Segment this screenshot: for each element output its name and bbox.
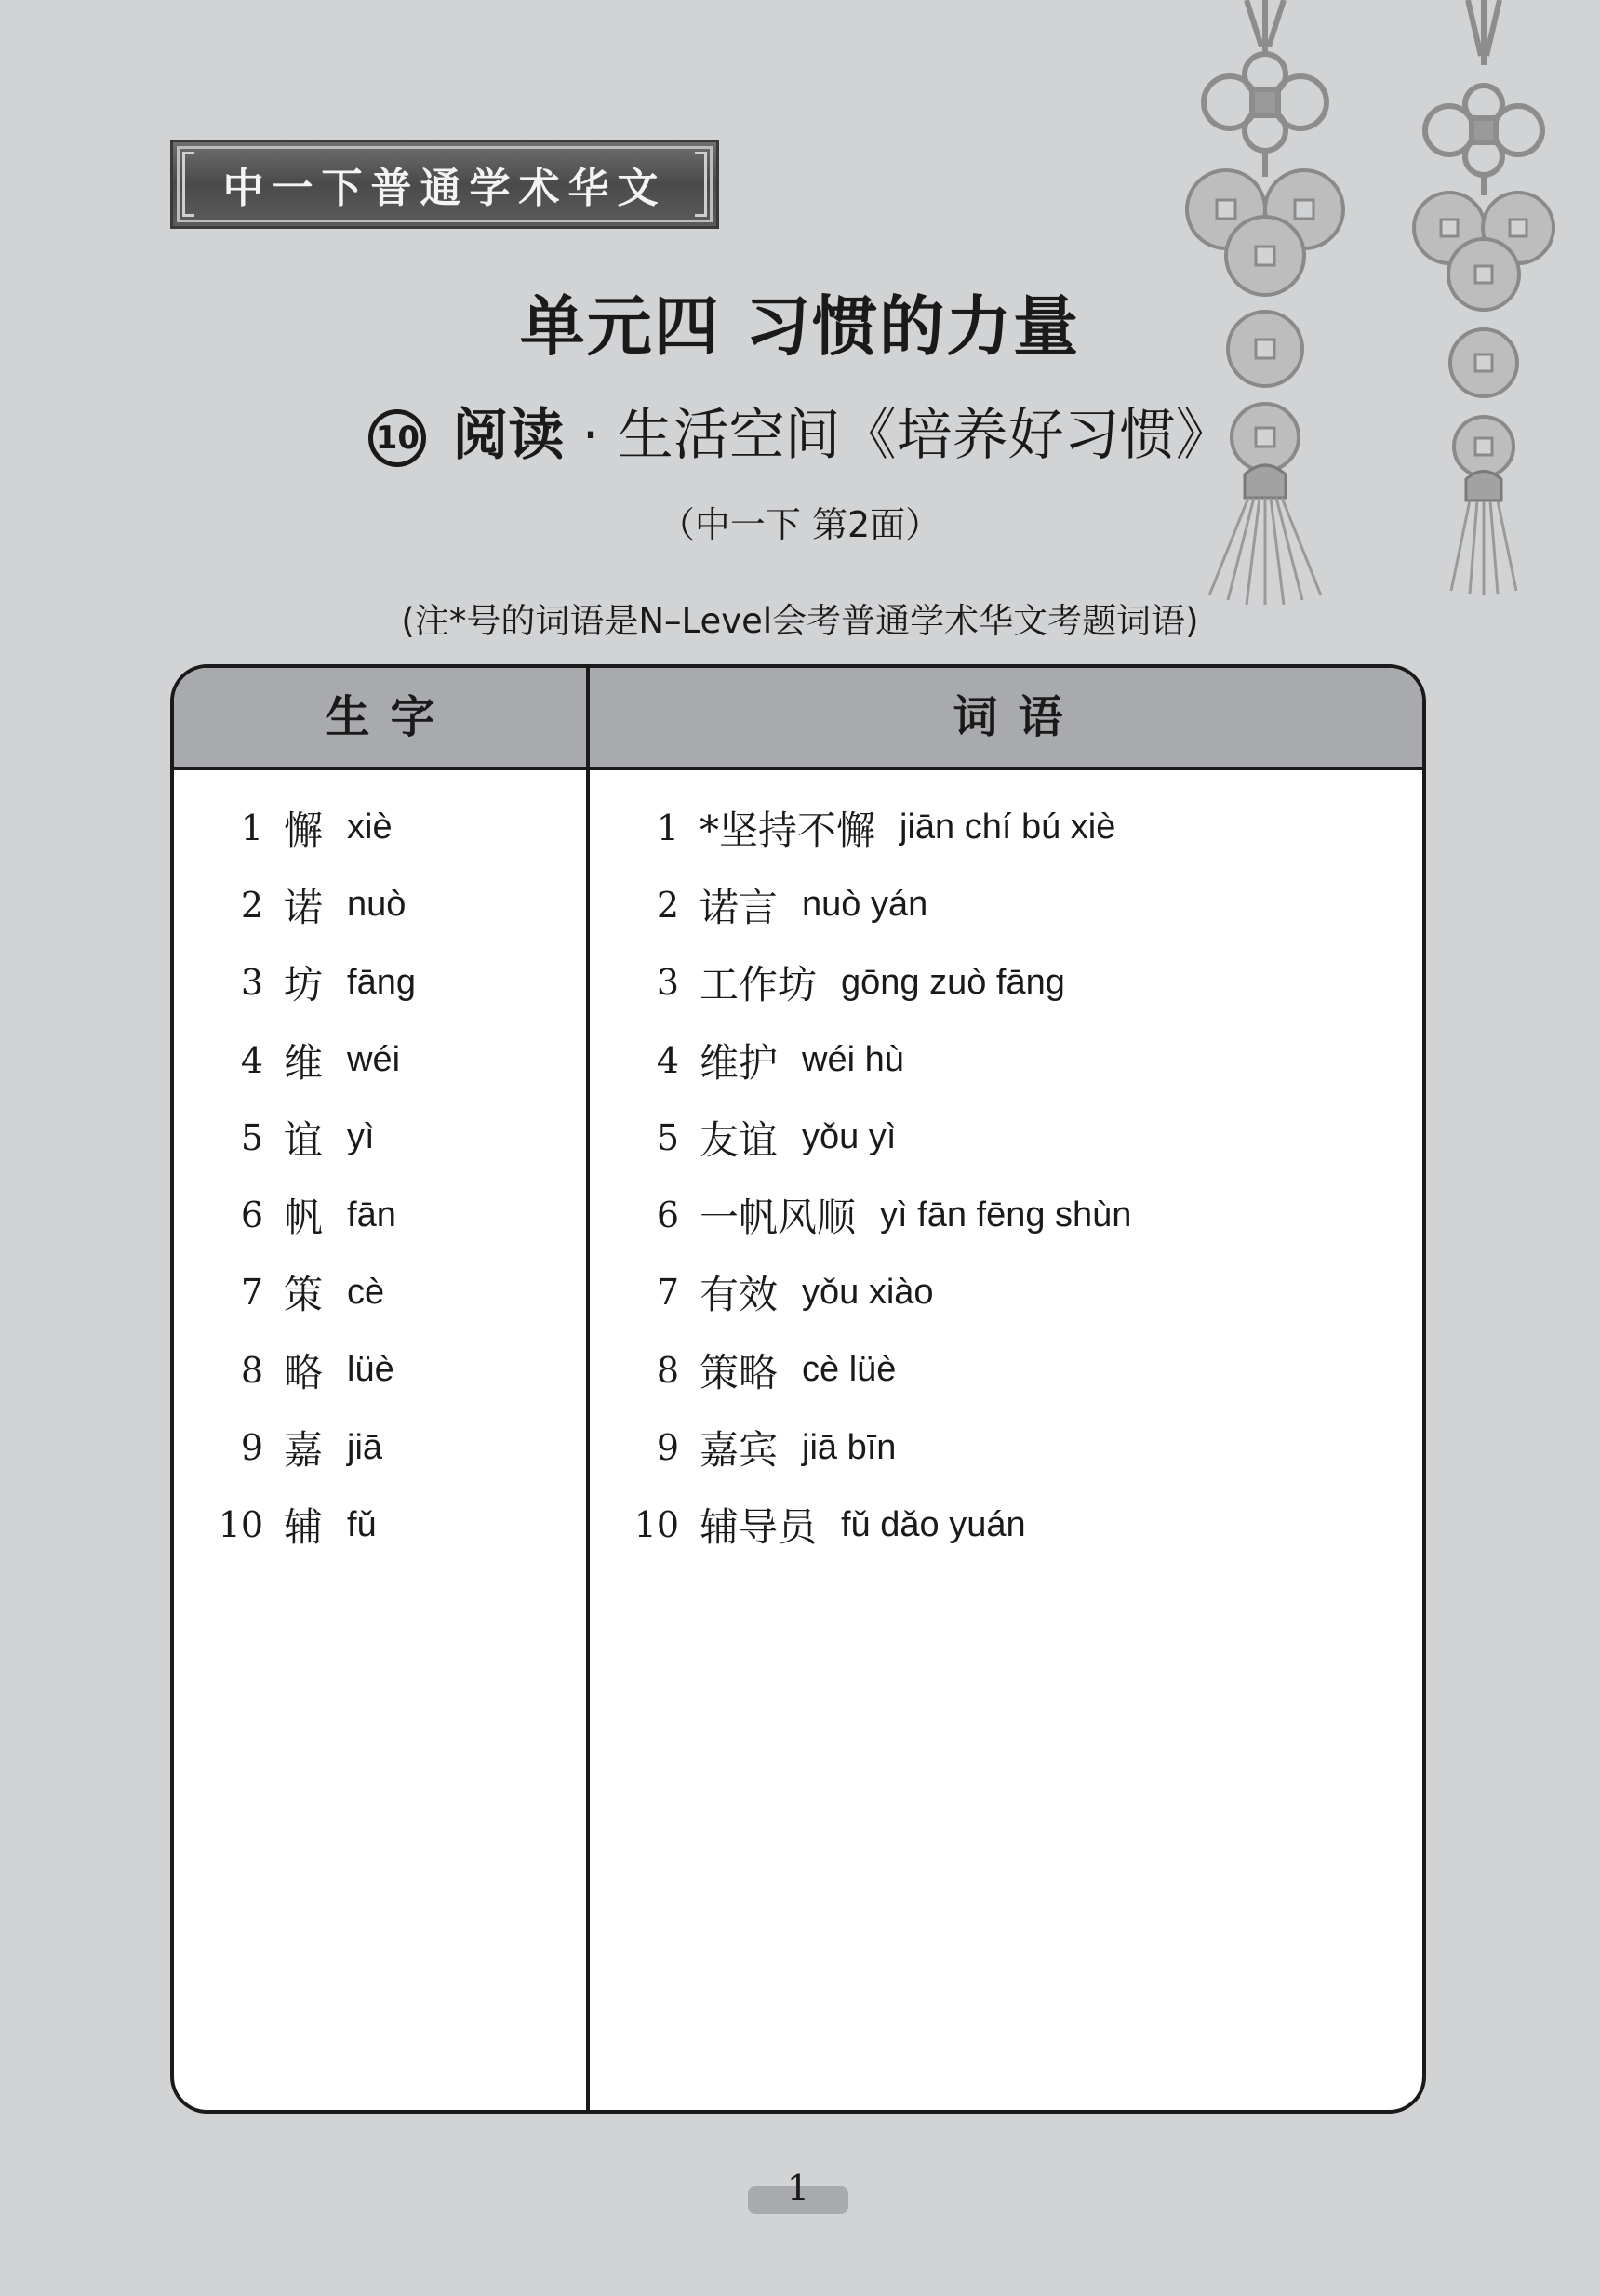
word-row	[590, 1254, 1426, 1331]
row-number: 2	[656, 884, 679, 926]
header-words: 词语	[953, 691, 1084, 743]
pinyin-text: wéi	[347, 1040, 401, 1080]
pinyin-text: fǔ dǎo yuán	[841, 1504, 1026, 1544]
row-number: 2	[240, 884, 263, 926]
hanzi-text: 嘉	[284, 1427, 324, 1474]
character-row	[174, 1331, 586, 1408]
lesson-title	[0, 391, 1600, 471]
hanzi-text: 懈	[284, 807, 324, 853]
character-row	[174, 1408, 586, 1486]
character-row	[174, 1254, 586, 1331]
character-row	[174, 789, 586, 866]
characters-column	[174, 789, 586, 1564]
row-number: 8	[656, 1349, 679, 1391]
pinyin-text: cè	[347, 1272, 385, 1312]
row-number: 5	[240, 1116, 263, 1158]
header-characters: 生字	[325, 691, 456, 743]
pinyin-text: yǒu xiào	[802, 1272, 934, 1312]
hanzi-text: 维	[284, 1039, 324, 1086]
row-number: 1	[240, 807, 263, 848]
word-row	[590, 866, 1426, 943]
character-row	[174, 944, 586, 1021]
vocabulary-table	[170, 664, 1426, 2114]
word-row	[590, 1408, 1426, 1486]
series-banner	[170, 140, 719, 229]
row-number: 6	[656, 1195, 679, 1236]
pinyin-text: jiā	[347, 1427, 383, 1467]
hanzi-text: 辅导员	[700, 1504, 818, 1551]
pinyin-text: gōng zuò fāng	[841, 962, 1065, 1002]
row-number: 7	[240, 1272, 263, 1314]
row-number: 6	[240, 1195, 263, 1236]
hanzi-text: 嘉宾	[700, 1427, 779, 1474]
hanzi-text: 坊	[284, 962, 324, 1008]
row-number: 10	[633, 1504, 679, 1546]
pinyin-text: jiān chí bú xiè	[900, 808, 1116, 848]
word-row	[590, 1099, 1426, 1176]
hanzi-text: 谊	[284, 1116, 324, 1163]
hanzi-text: 一帆风顺	[700, 1195, 857, 1241]
pinyin-text: yì fān fēng shùn	[880, 1195, 1132, 1235]
pinyin-text: fǔ	[347, 1504, 377, 1544]
hanzi-text: 友谊	[700, 1116, 779, 1163]
lesson-number-badge: 10	[368, 409, 426, 467]
word-row	[590, 789, 1426, 866]
pinyin-text: yì	[347, 1117, 375, 1157]
row-number: 9	[240, 1427, 263, 1469]
pinyin-text: lüè	[347, 1350, 394, 1390]
row-number: 1	[656, 807, 679, 848]
hanzi-text: 帆	[284, 1195, 324, 1241]
asterisk-note: (注*号的词语是N–Level会考普通学术华文考题词语)	[401, 601, 1199, 641]
word-row	[590, 1487, 1426, 1564]
character-row	[174, 1099, 586, 1176]
character-row	[174, 1487, 586, 1564]
hanzi-text: 辅	[284, 1504, 324, 1551]
words-column	[590, 789, 1426, 1564]
hanzi-text: 工作坊	[700, 962, 818, 1008]
page-reference: （中一下 第2面）	[659, 504, 941, 545]
unit-title: 单元四 习惯的力量	[519, 288, 1081, 365]
character-row	[174, 866, 586, 943]
pinyin-text: jiā bīn	[802, 1427, 897, 1467]
series-banner-label: 中一下普通学术华文	[222, 165, 667, 212]
hanzi-text: 诺	[284, 884, 324, 930]
lesson-label-bold: 阅读	[452, 403, 565, 468]
character-row	[174, 1176, 586, 1253]
pinyin-text: yǒu yì	[802, 1117, 897, 1157]
pinyin-text: fāng	[347, 962, 416, 1002]
lesson-label-rest: · 生活空间《培养好习惯》	[564, 403, 1232, 468]
hanzi-text: 策	[284, 1272, 324, 1318]
row-number: 3	[656, 962, 679, 1004]
row-number: 4	[656, 1039, 679, 1081]
hanzi-text: 有效	[700, 1272, 779, 1318]
row-number: 10	[218, 1504, 263, 1546]
word-row	[590, 1021, 1426, 1099]
character-row	[174, 1021, 586, 1099]
row-number: 4	[240, 1039, 263, 1081]
hanzi-text: 略	[284, 1349, 324, 1395]
hanzi-text: *坚持不懈	[700, 807, 876, 853]
pinyin-text: fān	[347, 1195, 396, 1235]
hanzi-text: 诺言	[700, 884, 779, 930]
word-row	[590, 944, 1426, 1021]
row-number: 7	[656, 1272, 679, 1314]
pinyin-text: nuò	[347, 885, 407, 925]
hanzi-text: 策略	[700, 1349, 779, 1395]
pinyin-text: xiè	[347, 808, 393, 848]
row-number: 8	[240, 1349, 263, 1391]
pinyin-text: nuò yán	[802, 885, 928, 925]
row-number: 3	[240, 962, 263, 1004]
row-number: 9	[656, 1427, 679, 1469]
row-number: 5	[656, 1116, 679, 1158]
word-row	[590, 1176, 1426, 1253]
page-number: 1	[786, 2168, 810, 2209]
hanzi-text: 维护	[700, 1039, 779, 1086]
pinyin-text: cè lüè	[802, 1350, 897, 1390]
pinyin-text: wéi hù	[802, 1040, 904, 1080]
word-row	[590, 1331, 1426, 1408]
